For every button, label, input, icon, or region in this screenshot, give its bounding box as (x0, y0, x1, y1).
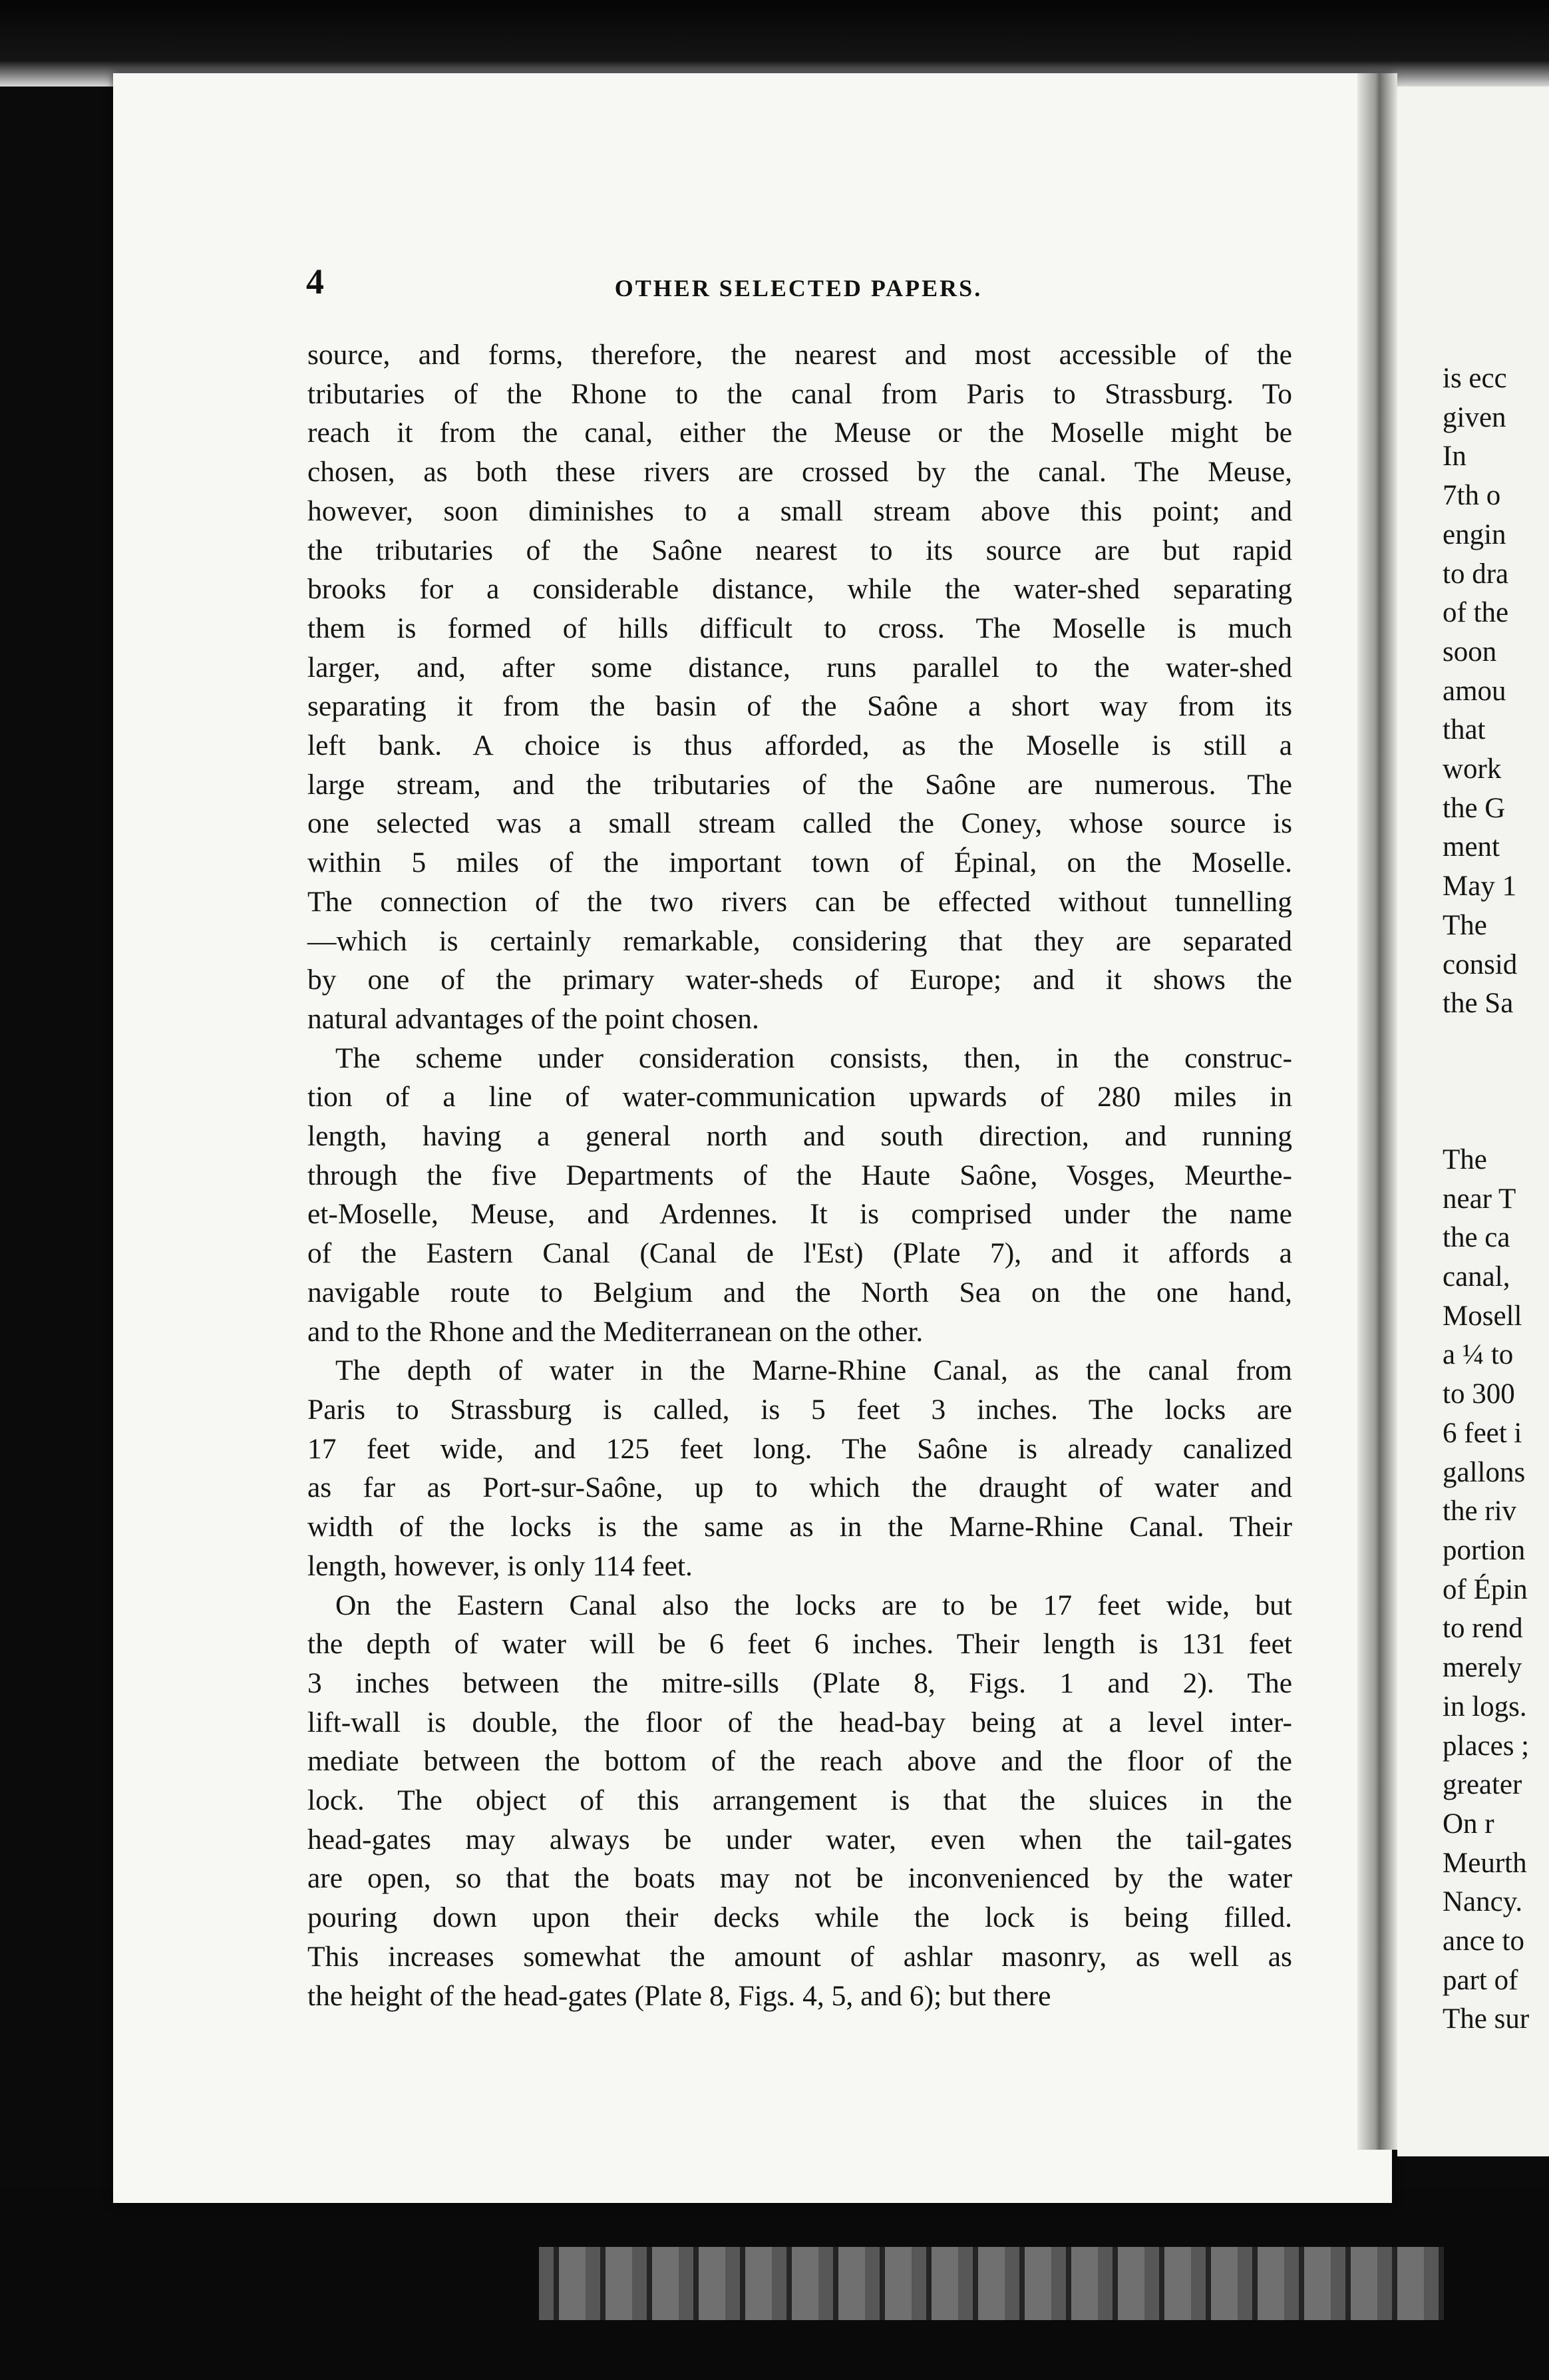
text-line: separating it from the basin of the Saône a short way from its (307, 690, 1292, 723)
body-text (307, 335, 1292, 2015)
text-line: The scheme under consideration consists, then, in the construc- (335, 1042, 1292, 1074)
page-header (306, 261, 1291, 314)
adjacent-text-line: part of (1443, 1964, 1518, 1996)
adjacent-text-line: On r (1443, 1808, 1494, 1840)
adjacent-text-line: amou (1443, 675, 1506, 707)
adjacent-text-line: to rend (1443, 1613, 1523, 1645)
book-gutter (1357, 73, 1397, 2150)
text-line: chosen, as both these rivers are crossed by the canal. The Meuse, (307, 456, 1292, 489)
section-gap (1443, 1024, 1549, 1141)
text-line: lift-wall is double, the floor of the head-bay being at a level inter- (307, 1706, 1292, 1738)
text-line: reach it from the canal, either the Meuse or the Moselle might be (307, 417, 1292, 449)
text-line: et-Moselle, Meuse, and Ardennes. It is comprised under the name (307, 1198, 1292, 1231)
adjacent-text-line: to dra (1443, 558, 1509, 590)
adjacent-text-line: in logs. (1443, 1690, 1527, 1722)
text-line: length, however, is only 114 feet. (307, 1549, 693, 1582)
text-line: however, soon diminishes to a small stream above this point; and (307, 495, 1292, 527)
adjacent-text-line: work (1443, 753, 1502, 785)
adjacent-text-line: given (1443, 401, 1506, 433)
text-line: as far as Port-sur-Saône, up to which the draught of water and (307, 1472, 1292, 1504)
adjacent-text-line: the G (1443, 792, 1506, 824)
adjacent-text-line: near T (1443, 1183, 1516, 1215)
text-line: natural advantages of the point chosen. (307, 1002, 759, 1035)
adjacent-text-line: 7th o (1443, 480, 1501, 512)
text-line: Paris to Strassburg is called, is 5 feet 3 inches. The locks are (307, 1393, 1292, 1426)
text-line: The depth of water in the Marne-Rhine Canal, as the canal from (335, 1354, 1292, 1387)
text-line: navigable route to Belgium and the North Sea on the one hand, (307, 1276, 1292, 1308)
adjacent-text-line: that (1443, 714, 1486, 746)
adjacent-text-line: Meurth (1443, 1847, 1527, 1879)
text-line: This increases somewhat the amount of ashlar masonry, as well as (307, 1940, 1292, 1973)
text-line: 17 feet wide, and 125 feet long. The Saône is already canalized (307, 1432, 1292, 1465)
adjacent-text-line: to 300 (1443, 1378, 1515, 1410)
text-line: large stream, and the tributaries of the Saône are numerous. The (307, 768, 1292, 801)
text-line: the tributaries of the Saône nearest to its source are but rapid (307, 534, 1292, 566)
adjacent-text-line: consid (1443, 948, 1518, 980)
text-line: them is formed of hills difficult to cross. The Moselle is much (307, 612, 1292, 644)
text-line: On the Eastern Canal also the locks are to be 17 feet wide, but (335, 1589, 1292, 1621)
text-line: left bank. A choice is thus afforded, as the Moselle is still a (307, 729, 1292, 762)
text-line: within 5 miles of the important town of Épinal, on the Moselle. (307, 847, 1292, 879)
scan-bottom-edge (0, 2187, 1549, 2380)
text-line: —which is certainly remarkable, considering that they are separated (307, 924, 1292, 957)
adjacent-text-line: engin (1443, 518, 1506, 550)
text-line: the height of the head-gates (Plate 8, Figs. 4, 5, and 6); but there (307, 1979, 1051, 2012)
adjacent-text-line: is ecc (1443, 363, 1507, 394)
adjacent-text-line: The sur (1443, 2003, 1530, 2035)
text-line: head-gates may always be under water, even when the tail-gates (307, 1823, 1292, 1856)
text-line: the depth of water will be 6 feet 6 inches. Their length is 131 feet (307, 1628, 1292, 1661)
adjacent-text-line: Nancy. (1443, 1886, 1523, 1918)
adjacent-text-line: portion (1443, 1534, 1526, 1566)
adjacent-text-line: The (1443, 1143, 1487, 1175)
adjacent-text-line: May 1 (1443, 871, 1517, 902)
adjacent-text-line: greater (1443, 1769, 1522, 1801)
adjacent-text-line: soon (1443, 636, 1497, 668)
text-line: larger, and, after some distance, runs parallel to the water-shed (307, 651, 1292, 684)
adjacent-text-line: gallons (1443, 1456, 1526, 1488)
text-line: one selected was a small stream called the Coney, whose source is (307, 807, 1292, 840)
text-line: pouring down upon their decks while the lock is being filled. (307, 1901, 1292, 1934)
adjacent-text-line: In (1443, 441, 1466, 473)
adjacent-text-line: places ; (1443, 1730, 1530, 1762)
page-stack-edge (539, 2247, 1444, 2320)
adjacent-text-line: ment (1443, 831, 1500, 863)
adjacent-text-line: Mosell (1443, 1300, 1522, 1332)
text-line: 3 inches between the mitre-sills (Plate 8, Figs. 1 and 2). The (307, 1667, 1292, 1699)
text-line: source, and forms, therefore, the nearest and most accessible of the (307, 339, 1292, 371)
text-line: length, having a general north and south direction, and running (307, 1120, 1292, 1153)
text-line: tion of a line of water-communication upwards of 280 miles in (307, 1081, 1292, 1113)
adjacent-text-line: canal, (1443, 1261, 1510, 1293)
text-line: The connection of the two rivers can be effected without tunnelling (307, 885, 1292, 918)
adjacent-text-line: of the (1443, 597, 1509, 629)
adjacent-text-line: the riv (1443, 1495, 1517, 1527)
text-line: through the five Departments of the Haute Saône, Vosges, Meurthe- (307, 1159, 1292, 1191)
text-line: are open, so that the boats may not be inconvenienced by the water (307, 1862, 1292, 1895)
text-line: by one of the primary water-sheds of Europe; and it shows the (307, 964, 1292, 996)
adjacent-text-line: ance to (1443, 1925, 1524, 1957)
text-line: brooks for a considerable distance, while the water-shed separating (307, 573, 1292, 606)
text-line: width of the locks is the same as in the Marne-Rhine Canal. Their (307, 1511, 1292, 1543)
text-line: and to the Rhone and the Mediterranean on the other. (307, 1315, 924, 1348)
adjacent-page-text (1443, 359, 1549, 2039)
adjacent-text-line: 6 feet i (1443, 1417, 1522, 1449)
page-number: 4 (306, 262, 324, 301)
adjacent-text-line: the Sa (1443, 988, 1514, 1020)
adjacent-text-line: the ca (1443, 1222, 1510, 1254)
text-line: lock. The object of this arrangement is that the sluices in the (307, 1784, 1292, 1817)
running-head: OTHER SELECTED PAPERS. (614, 275, 983, 301)
text-line: mediate between the bottom of the reach above and the floor of the (307, 1745, 1292, 1778)
text-line: of the Eastern Canal (Canal de l'Est) (Plate 7), and it affords a (307, 1237, 1292, 1270)
adjacent-text-line: a ¼ to (1443, 1339, 1514, 1371)
text-line: tributaries of the Rhone to the canal from Paris to Strassburg. To (307, 377, 1292, 410)
adjacent-text-line: merely (1443, 1652, 1522, 1684)
adjacent-text-line: The (1443, 909, 1487, 941)
adjacent-text-line: of Épin (1443, 1573, 1528, 1605)
